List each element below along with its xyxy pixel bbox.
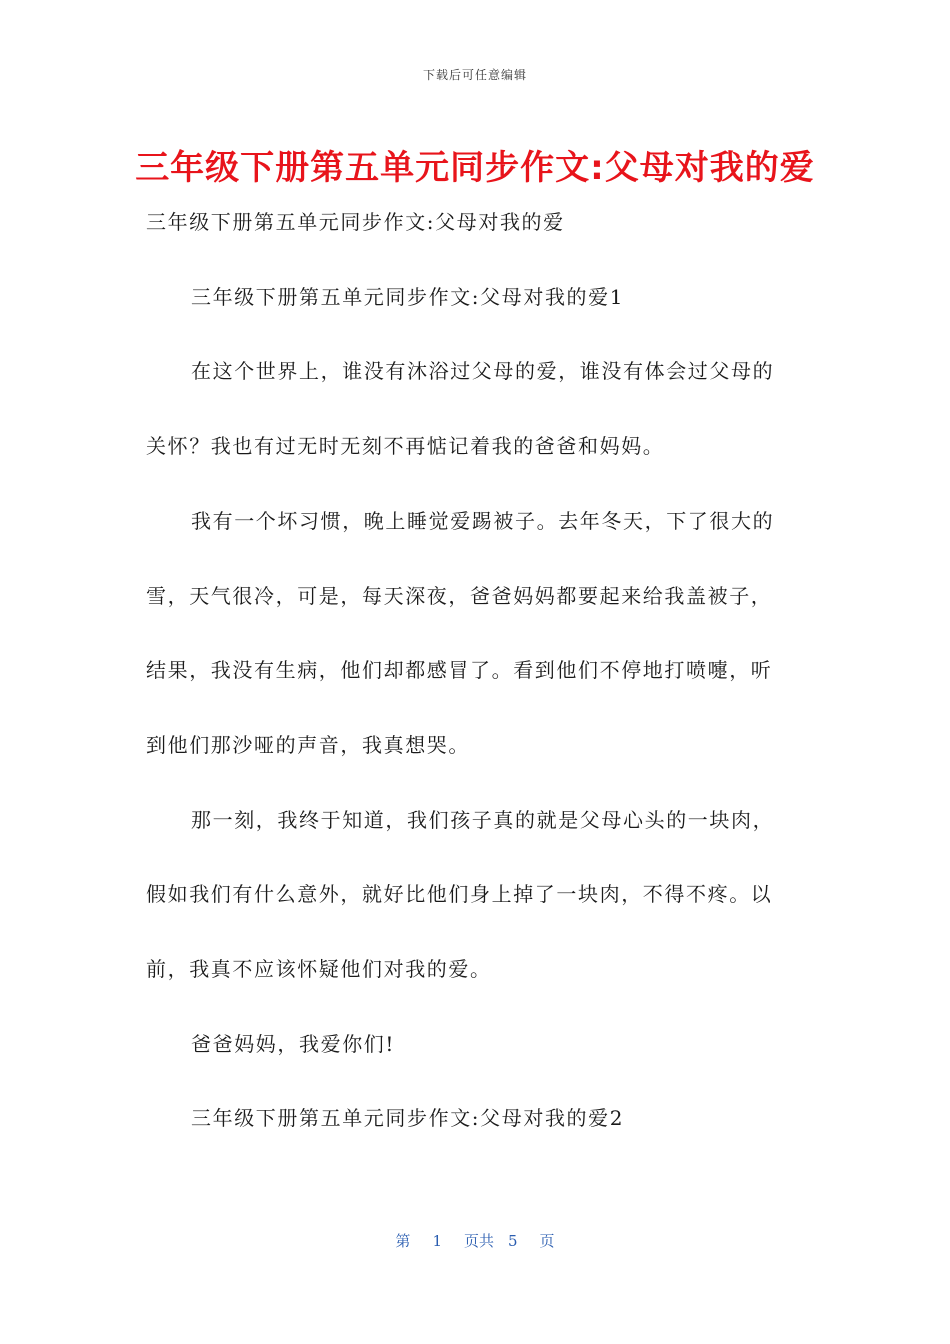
footer-prefix: 第 — [395, 1232, 411, 1250]
footer-suffix: 页 — [539, 1232, 555, 1250]
paragraph-line: 那一刻，我终于知道，我们孩子真的就是父母心头的一块肉， — [191, 808, 775, 832]
section-heading: 三年级下册第五单元同步作文:父母对我的爱2 — [191, 1106, 625, 1130]
paragraph-line: 雪，天气很冷，可是，每天深夜，爸爸妈妈都要起来给我盖被子， — [146, 584, 773, 608]
page-footer — [0, 1230, 950, 1251]
section-heading: 三年级下册第五单元同步作文:父母对我的爱1 — [191, 285, 625, 309]
paragraph-line: 到他们那沙哑的声音，我真想哭。 — [146, 733, 470, 757]
document-title: 三年级下册第五单元同步作文:父母对我的爱 — [135, 148, 815, 188]
paragraph-line: 在这个世界上，谁没有沐浴过父母的爱，谁没有体会过父母的 — [191, 359, 775, 383]
paragraph-line: 关怀？我也有过无时无刻不再惦记着我的爸爸和妈妈。 — [146, 434, 665, 458]
paragraph-line: 前，我真不应该怀疑他们对我的爱。 — [146, 957, 492, 981]
total-pages-number: 5 — [508, 1232, 518, 1250]
paragraph-line: 结果，我没有生病，他们却都感冒了。看到他们不停地打喷嚏，听 — [146, 658, 773, 682]
current-page-number: 1 — [432, 1232, 442, 1250]
paragraph-line: 假如我们有什么意外，就好比他们身上掉了一块肉，不得不疼。以 — [146, 882, 773, 906]
paragraph-line: 我有一个坏习惯，晚上睡觉爱踢被子。去年冬天，下了很大的 — [191, 509, 775, 533]
header-note: 下载后可任意编辑 — [422, 68, 527, 82]
footer-mid: 页共 — [463, 1232, 494, 1250]
paragraph-line: 爸爸妈妈，我爱你们! — [191, 1032, 396, 1056]
paragraph-line: 三年级下册第五单元同步作文:父母对我的爱 — [146, 210, 565, 234]
